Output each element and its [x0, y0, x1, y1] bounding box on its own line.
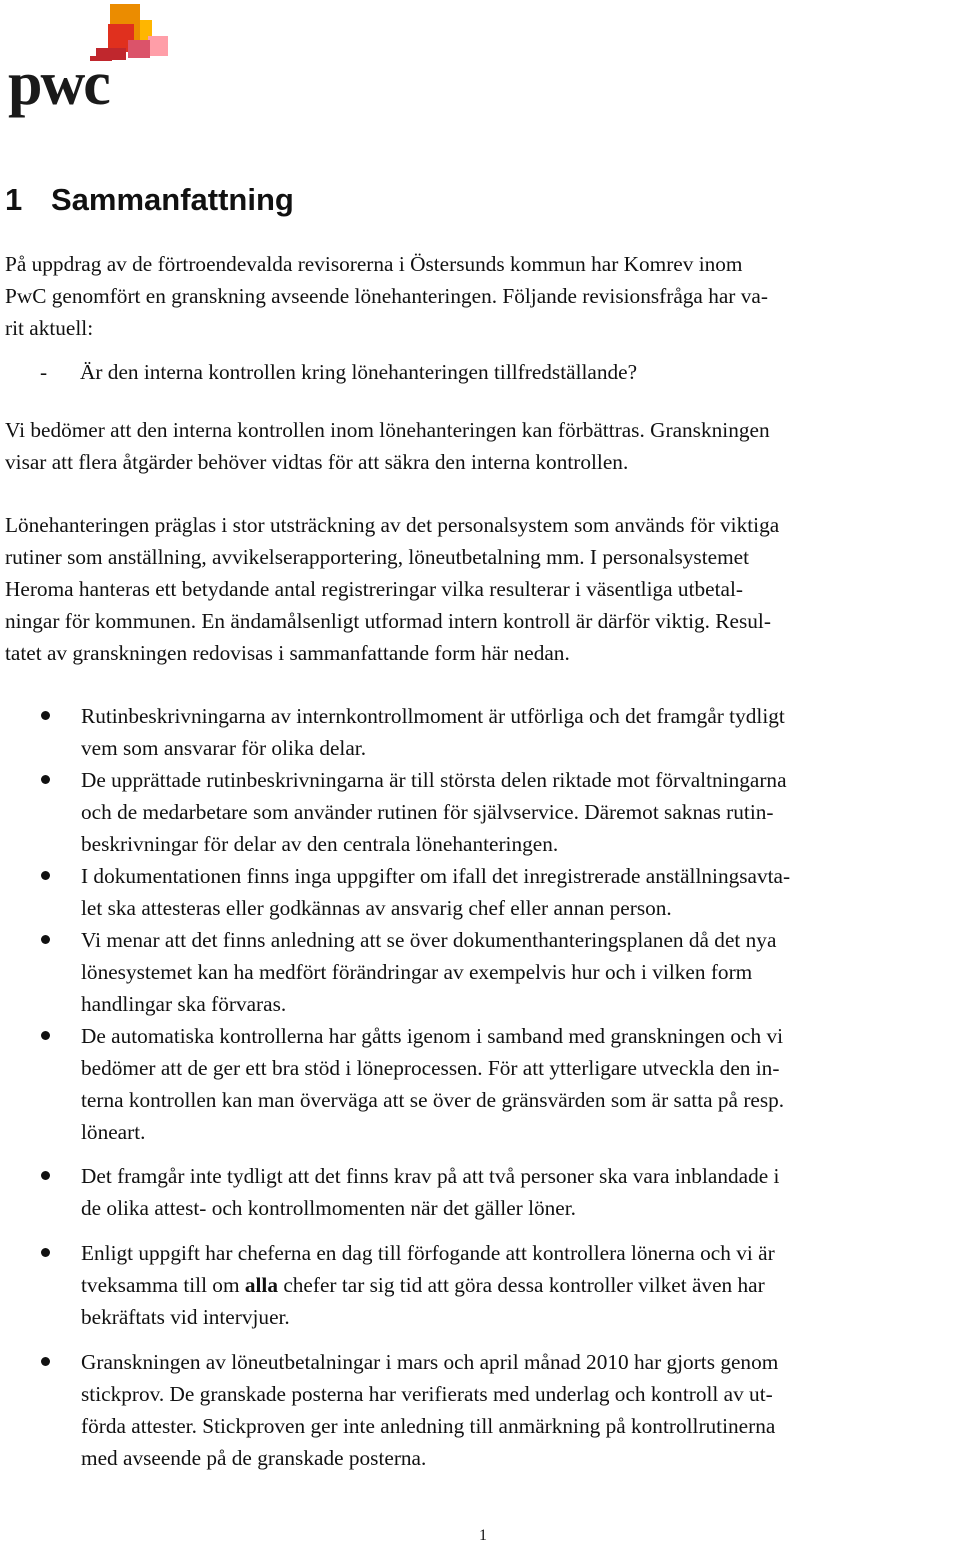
finding-line: De automatiska kontrollerna har gåtts igenom i samband med granskningen och vi — [81, 1024, 784, 1048]
section-title: Sammanfattning — [51, 182, 294, 217]
context-line: Heroma hanteras ett betydande antal registreringar vilka resulterar i väsentliga utbetal- — [5, 577, 743, 601]
finding-text — [81, 700, 958, 764]
finding-text — [81, 1346, 958, 1474]
finding-line: lönesystemet kan ha medfört förändringar av exempelvis hur och i vilken form — [81, 960, 753, 984]
context-line: tatet av granskningen redovisas i sammanfattande form här nedan. — [5, 641, 570, 665]
intro-line: På uppdrag av de förtroendevalda revisorerna i Östersunds kommun har Komrev inom — [5, 252, 743, 276]
bullet-dot — [41, 935, 50, 944]
context-line: Lönehanteringen präglas i stor utsträckning av det personalsystem som används för viktiga — [5, 513, 780, 537]
intro-line: PwC genomfört en granskning avseende lönehanteringen. Följande revisionsfråga har va- — [5, 284, 768, 308]
assessment-line: Vi bedömer att den interna kontrollen inom lönehanteringen kan förbättras. Granskningen — [5, 418, 770, 442]
finding-line: tveksamma till om alla chefer tar sig tid att göra dessa kontroller vilket även har — [81, 1273, 765, 1297]
finding-text — [81, 924, 958, 1020]
bullet-dot — [41, 1171, 50, 1180]
bullet-dot — [41, 1357, 50, 1366]
finding-line: Enligt uppgift har cheferna en dag till förfogande att kontrollera lönerna och vi är — [81, 1241, 775, 1265]
intro-line: rit aktuell: — [5, 316, 94, 340]
intro-paragraph — [5, 248, 958, 344]
finding-line: Vi menar att det finns anledning att se över dokumenthanteringsplanen då det nya — [81, 928, 777, 952]
logo-block-pink — [128, 40, 150, 58]
audit-question-text: Är den interna kontrollen kring lönehanteringen tillfredställande? — [80, 360, 638, 384]
bullet-dot — [41, 711, 50, 720]
logo-wordmark: pwc — [8, 50, 109, 118]
finding-text — [81, 860, 958, 924]
section-number: 1 — [5, 182, 23, 217]
page-number: 1 — [479, 1527, 487, 1544]
finding-line: och de medarbetare som använder rutinen för självservice. Däremot saknas rutin- — [81, 800, 774, 824]
pwc-logo-mark — [8, 2, 170, 126]
emphasized-word: alla — [244, 1273, 278, 1297]
finding-text — [81, 1020, 958, 1148]
finding-line: bekräftats vid intervjuer. — [81, 1305, 290, 1329]
finding-line: Det framgår inte tydligt att det finns krav på att två personer ska vara inblandade i — [81, 1164, 780, 1188]
finding-line: vem som ansvarar för olika delar. — [81, 736, 367, 760]
finding-line: I dokumentationen finns inga uppgifter om ifall det inregistrerade anställningsavta- — [81, 864, 791, 888]
finding-line: let ska attesteras eller godkännas av ansvarig chef eller annan person. — [81, 896, 672, 920]
bullet-dot — [41, 775, 50, 784]
finding-line: terna kontrollen kan man överväga att se över de gränsvärden som är satta på resp. — [81, 1088, 785, 1112]
finding-line: bedömer att de ger ett bra stöd i löneprocessen. För att ytterligare utveckla den in- — [81, 1056, 780, 1080]
finding-line: Granskningen av löneutbetalningar i mars och april månad 2010 har gjorts genom — [81, 1350, 779, 1374]
finding-line: med avseende på de granskade posterna. — [81, 1446, 427, 1470]
finding-text — [81, 1237, 958, 1333]
finding-line: beskrivningar för delar av den centrala lönehanteringen. — [81, 832, 559, 856]
finding-line: De upprättade rutinbeskrivningarna är till största delen riktade mot förvaltningarna — [81, 768, 787, 792]
finding-text — [81, 764, 958, 860]
finding-line: handlingar ska förvaras. — [81, 992, 287, 1016]
finding-line: förda attester. Stickproven ger inte anledning till anmärkning på kontrollrutinerna — [81, 1414, 776, 1438]
logo-block-rose — [148, 36, 168, 56]
section-heading — [5, 180, 294, 220]
assessment-line: visar att flera åtgärder behöver vidtas för att säkra den interna kontrollen. — [5, 450, 629, 474]
context-line: rutiner som anställning, avvikelserapportering, löneutbetalning mm. I personalsystemet — [5, 545, 750, 569]
context-line: ningar för kommunen. En ändamålsenligt utformad intern kontroll är därför viktig. Resul- — [5, 609, 771, 633]
bullet-dot — [41, 1031, 50, 1040]
assessment-paragraph — [5, 414, 958, 478]
finding-text — [81, 1160, 958, 1224]
finding-line: stickprov. De granskade posterna har verifierats med underlag och kontroll av ut- — [81, 1382, 773, 1406]
finding-line: löneart. — [81, 1120, 146, 1144]
finding-line: de olika attest- och kontrollmomenten när det gäller löner. — [81, 1196, 576, 1220]
dash-marker: - — [40, 360, 48, 384]
bullet-dot — [41, 1248, 50, 1257]
bullet-dot — [41, 871, 50, 880]
pwc-logo — [8, 2, 170, 126]
finding-line: Rutinbeskrivningarna av internkontrollmoment är utförliga och det framgår tydligt — [81, 704, 785, 728]
context-paragraph — [5, 509, 958, 669]
